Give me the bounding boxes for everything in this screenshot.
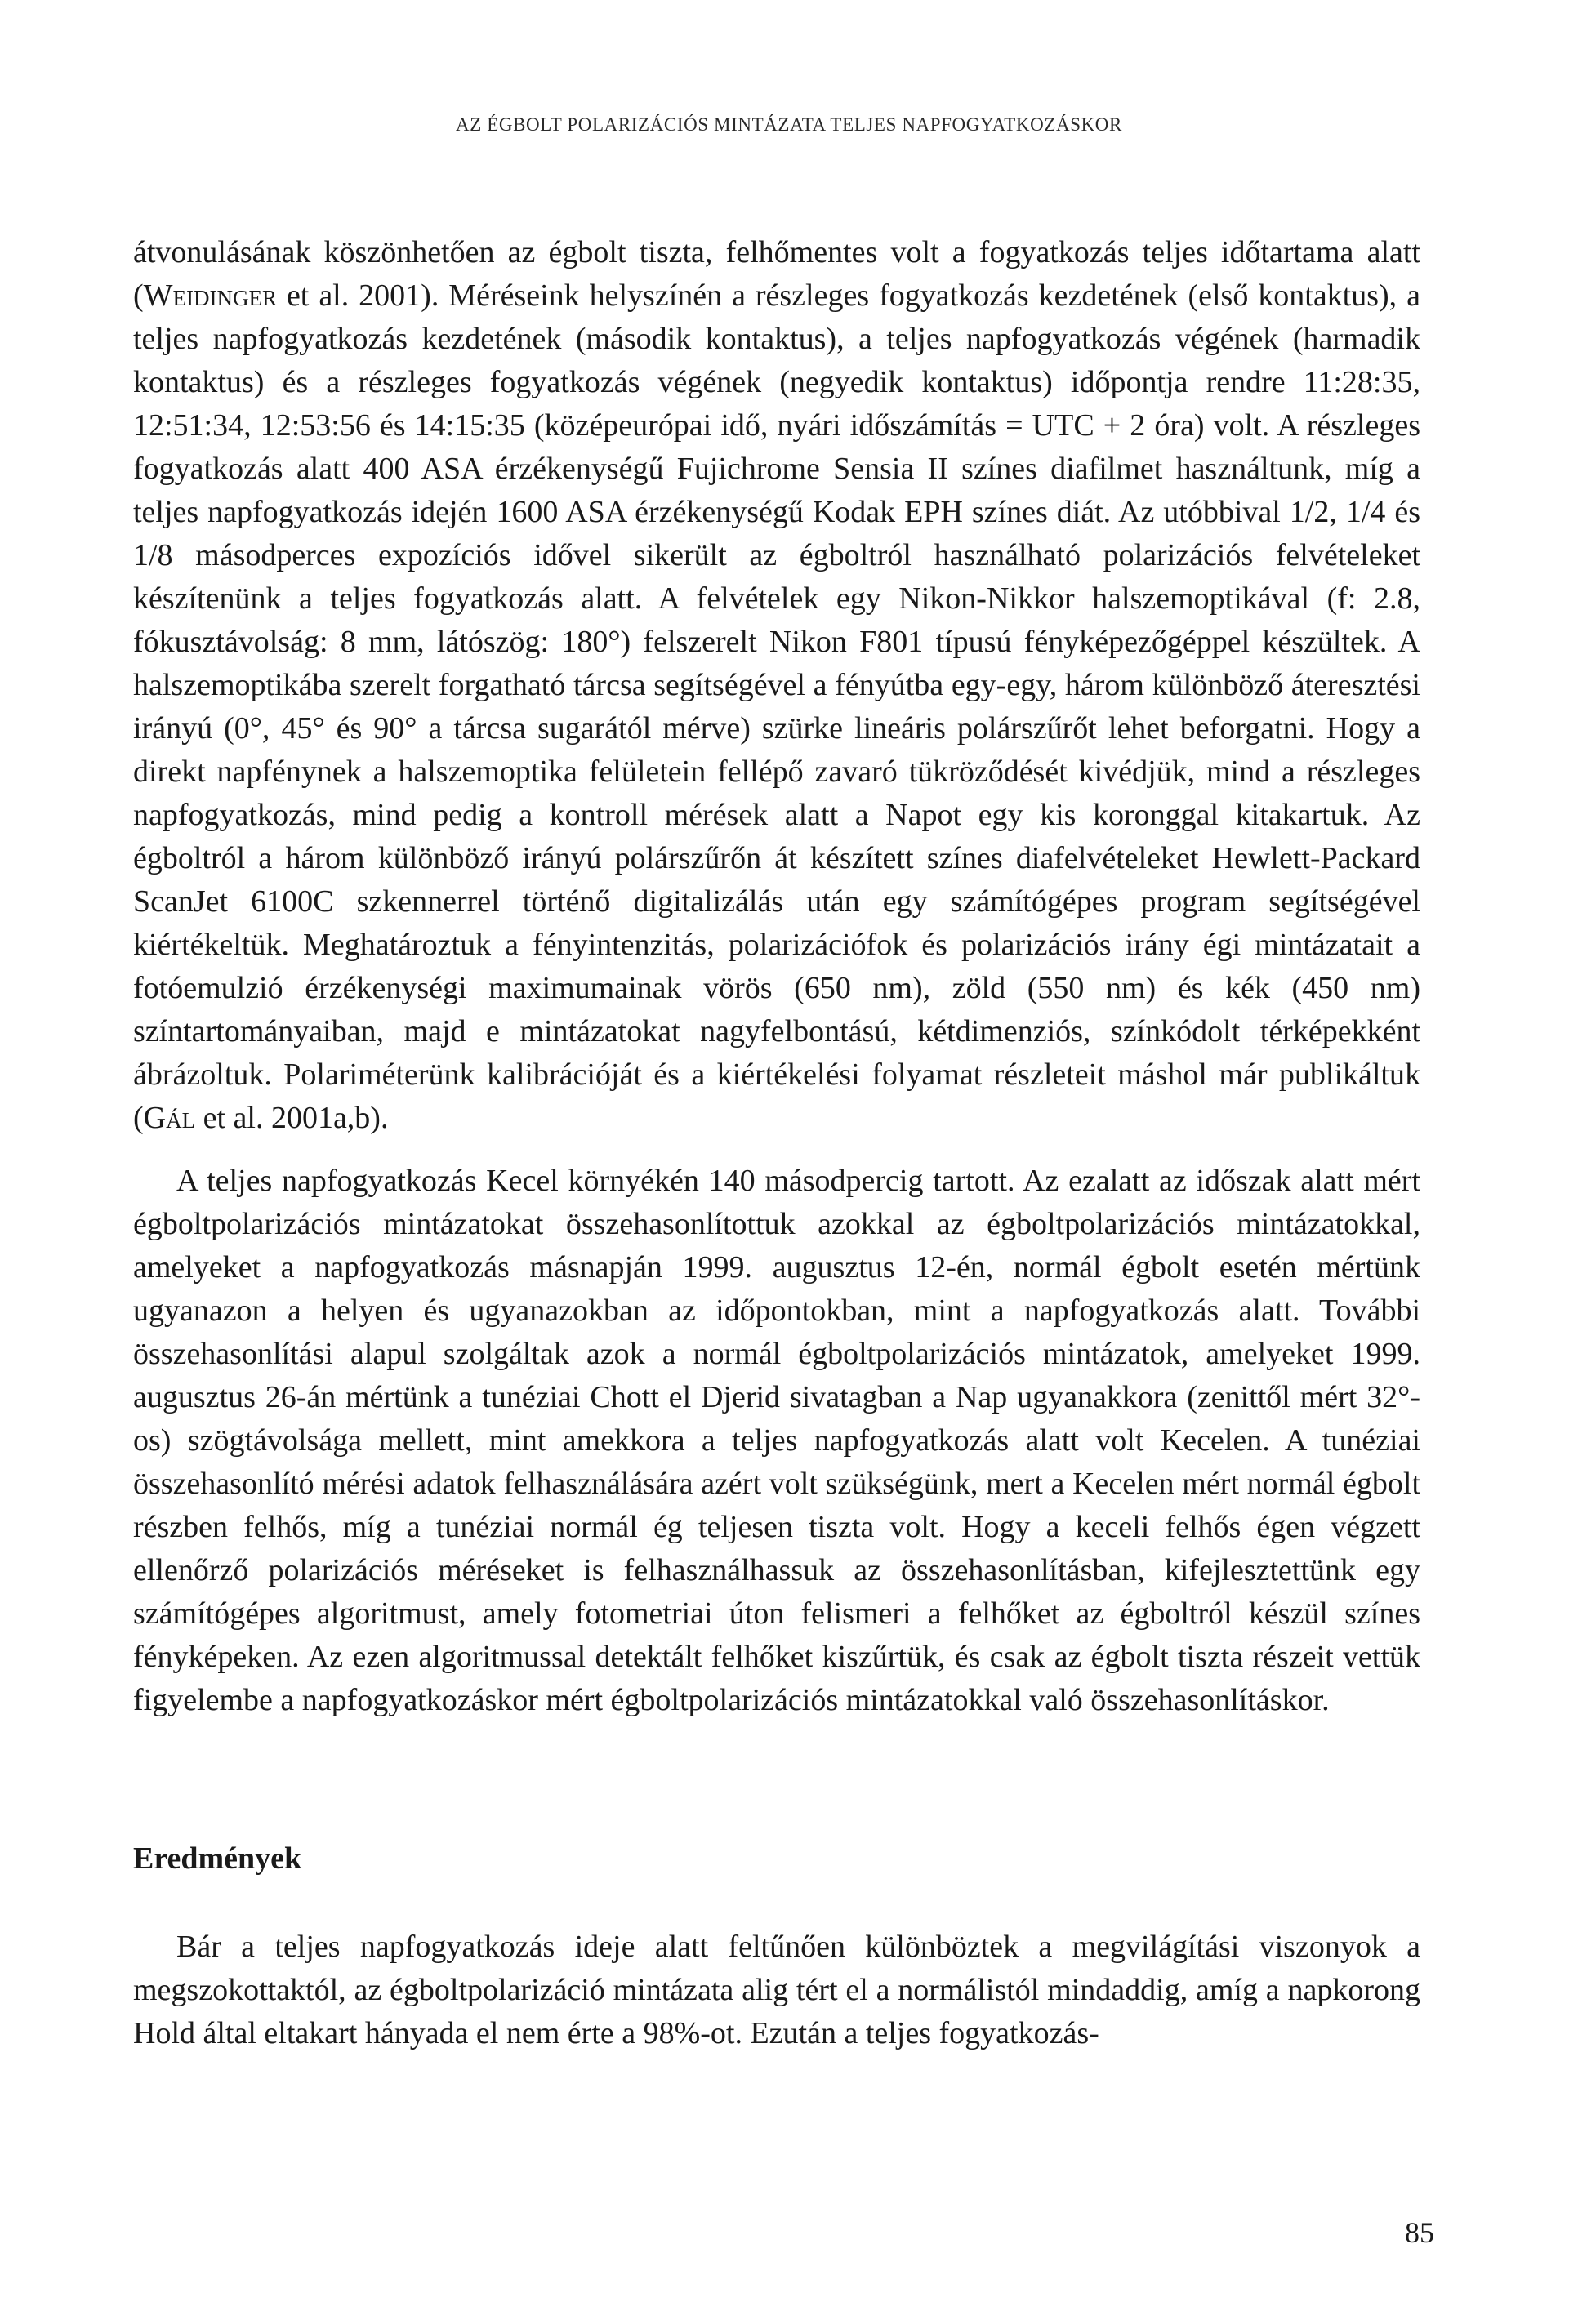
body-paragraph-2: A teljes napfogyatkozás Kecel környékén 140 másodpercig tartott. Az ezalatt az időszak alatt mért égboltpolarizációs mintázatokat összehasonlítottuk azokkal az égboltpolarizációs mintázatokkal, amelyeket a napfogyatkozás másnapján 1999. augusztus 12-én, normál égbolt esetén mértünk ugyanazon a helyen és ugyanazokban az időpontokban, mint a napfogyatkozás alatt. További összehasonlítási alapul szolgáltak azok a normál égboltpolarizációs mintázatok, amelyeket 1999. augusztus 26-án mértünk a tunéziai Chott el Djerid sivatagban a Nap ugyanakkora (zenittől mért 32°-os) szögtávolsága mellett, mint amekkora a teljes napfogyatkozás alatt volt Kecelen. A tunéziai összehasonlító mérési adatok felhasználására azért volt szükségünk, mert a Kecelen mért normál égbolt részben felhős, míg a tunéziai normál ég teljesen tiszta volt. Hogy a keceli felhős égen végzett ellenőrző polarizációs méréseket is felhasználhassuk az összehasonlításban, kifejlesztettünk egy számítógépes algoritmust, amely fotometriai úton felismeri a felhőket az égboltról készül színes fényképeken. Az ezen algoritmussal detektált felhőket kiszűrtük, és csak az égbolt tiszta részeit vettük figyelembe a napfogyatkozáskor mért égboltpolarizációs mintázatokkal való összehasonlításkor. [133,1164,1420,1717]
citation-author: Weidinger [143,278,277,313]
running-header: AZ ÉGBOLT POLARIZÁCIÓS MINTÁZATA TELJES NAPFOGYATKOZÁSKOR [456,114,1122,135]
paragraph-text: átvonulásának köszönhetően az égbolt tiszta, felhőmentes volt a fogyatkozás teljes időtartama alatt ( [133,235,1420,313]
body-paragraph-1 [133,231,1420,1140]
page-number: 85 [1405,2216,1434,2249]
citation-author: Gál [143,1101,196,1135]
paragraph-text: et al. 2001a,b). [195,1101,389,1135]
paragraph-text: et al. 2001). Méréseink helyszínén a részleges fogyatkozás kezdetének (első kontaktus), a teljes napfogyatkozás kezdetének (második kontaktus), a teljes napfogyatkozás végének (harmadik kontaktus) és a részleges fogyatkozás végének (negyedik kontaktus) időpontja rendre 11:28:35, 12:51:34, 12:53:56 és 14:15:35 (középeurópai idő, nyári időszámítás = UTC + 2 óra) volt. A részleges fogyatkozás alatt 400 ASA érzékenységű Fujichrome Sensia II színes diafilmet használtunk, míg a teljes napfogyatkozás idején 1600 ASA érzékenységű Kodak EPH színes diát. Az utóbbival 1/2, 1/4 és 1/8 másodperces expozíciós idővel sikerült az égboltról használható polarizációs felvételeket készítenünk a teljes fogyatkozás alatt. A felvételek egy Nikon-Nikkor halszemoptikával (f: 2.8, fókusztávolság: 8 mm, látószög: 180°) felszerelt Nikon F801 típusú fényképezőgéppel készültek. A halszemoptikába szerelt forgatható tárcsa segítségével a fényútba egy-egy, három különböző áteresztési irányú (0°, 45° és 90° a tárcsa sugarától mérve) szürke lineáris polárszűrőt lehet beforgatni. Hogy a direkt napfénynek a halszemoptika felületein fellépő zavaró tükröződését kivédjük, mind a részleges napfogyatkozás, mind pedig a kontroll mérések alatt a Napot egy kis koronggal kitakartuk. Az égboltról a három különböző irányú polárszűrőn át készített színes diafelvételeket Hewlett-Packard ScanJet 6100C szkennerrel történő digitalizálás után egy számítógépes program segítségével kiértékeltük. Meghatároztuk a fényintenzitás, polarizációfok és polarizációs irány égi mintázatait a fotóemulzió érzékenységi maximumainak vörös (650 nm), zöld (550 nm) és kék (450 nm) színtartományaiban, majd e mintázatokat nagyfelbontású, kétdimenziós, színkódolt térképekként ábrázoltuk. Polariméterünk kalibrációját és a kiértékelési folyamat részleteit máshol már publikáltuk ( [133,278,1420,1135]
body-paragraph-3: Bár a teljes napfogyatkozás ideje alatt feltűnően különböztek a megvilágítási viszonyok a megszokottaktól, az égboltpolarizáció mintázata alig tért el a normálistól mindaddig, amíg a napkorong Hold által eltakart hányada el nem érte a 98%-ot. Ezután a teljes fogyatkozás- [133,1930,1420,2050]
section-heading: Eredmények [133,1841,302,1876]
